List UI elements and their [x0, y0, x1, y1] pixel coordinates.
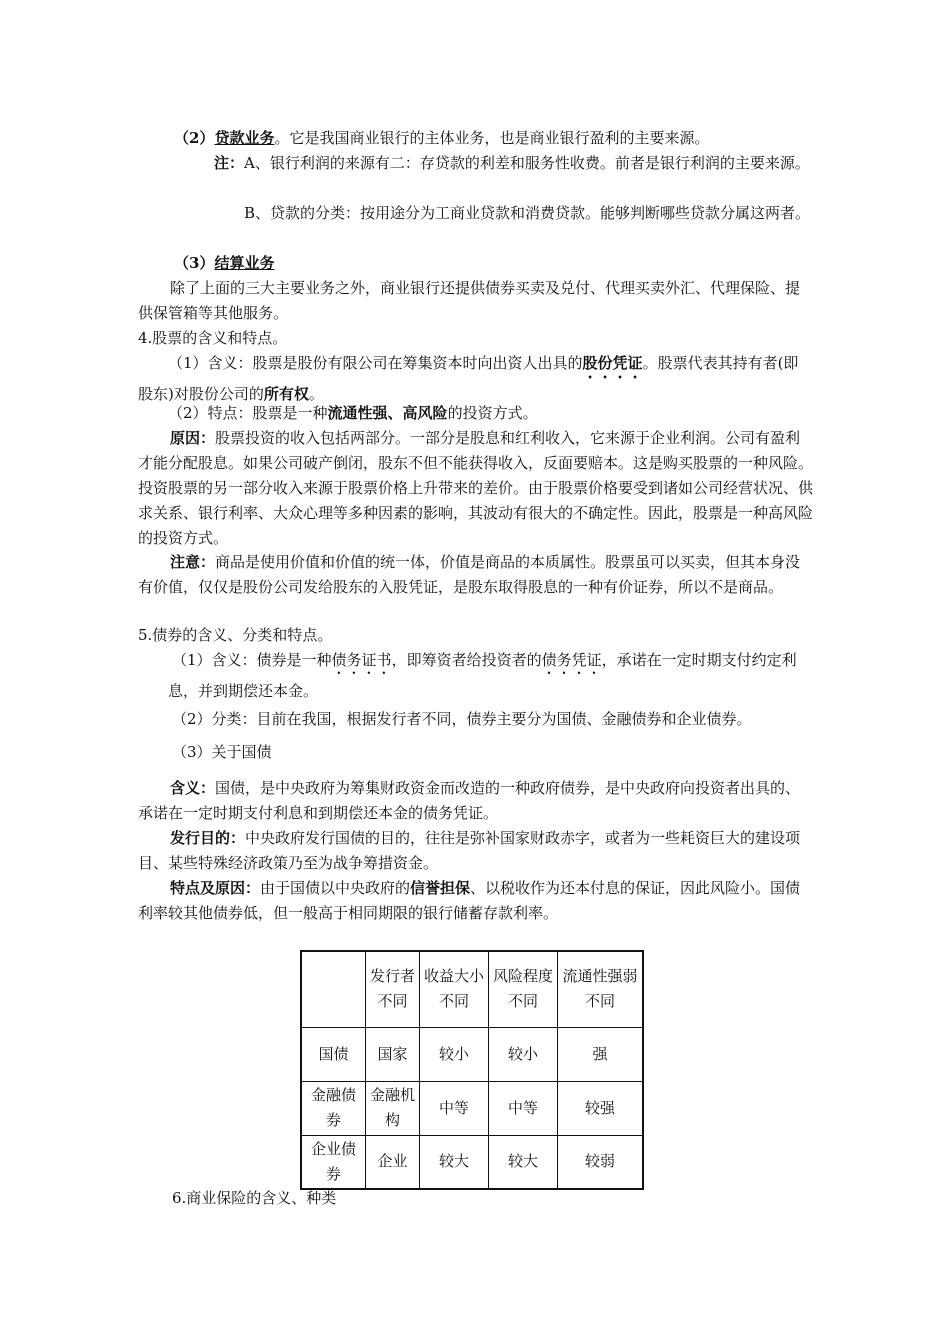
table-cell: 金融债券 [301, 1081, 366, 1135]
credit-guarantee-term: 信誉担保 [410, 879, 471, 897]
table-cell: 国债 [301, 1027, 366, 1081]
settlement-title: 结算业务 [214, 254, 275, 272]
stock-note: 注意：商品是使用价值和价值的统一体，价值是商品的本质属性。股票虽可以买卖，但其本身没有价值，仅仅是股份公司发给股东的入股凭证，是股东取得股息的一种有价证券，所以不是商品。 [138, 553, 801, 596]
government-bond-meaning: 含义：国债，是中央政府为筹集财政资金而改造的一种政府债券，是中央政府向投资者出具的、承诺在一定时期支付利息和到期偿还本金的债务凭证。 [138, 779, 801, 822]
insurance-heading: 6.商业保险的含义、种类 [172, 1189, 337, 1207]
table-row [301, 1081, 643, 1135]
ownership-term: 所有权 [263, 385, 309, 403]
table-cell: 强 [558, 1027, 644, 1081]
table-cell: 企业债券 [301, 1135, 366, 1189]
bond-heading: 5.债券的含义、分类和特点。 [138, 626, 333, 644]
stock-feature: （2）特点：股票是一种流通性强、高风险的投资方式。 [168, 404, 538, 422]
settlement-heading: （3）结算业务 [174, 254, 275, 272]
table-header-cell [301, 951, 366, 1027]
loan-note-a: 注：A、银行利润的来源有二：存贷款的利差和服务性收费。前者是银行利润的主要来源。 [214, 154, 810, 172]
bond-definition: （1）含义：债券是一种债务证书，即筹资者给投资者的债务凭证，承诺在一定时期支付约定利息，并到期偿还本金。 [168, 651, 797, 700]
stock-share-certificate-term: 股份凭证 [582, 354, 643, 372]
table-header-cell: 收益大小不同 [420, 951, 489, 1027]
table-header-cell: 发行者不同 [366, 951, 420, 1027]
table-row [301, 1027, 643, 1081]
table-row [301, 1135, 643, 1189]
table-cell: 较弱 [558, 1135, 644, 1189]
table-cell: 较强 [558, 1081, 644, 1135]
stock-feature-key: 流通性强、高风险 [327, 404, 448, 422]
stock-heading: 4.股票的含义和特点。 [138, 329, 288, 347]
loan-note-b: B、贷款的分类：按用途分为工商业贷款和消费贷款。能够判断哪些贷款分属这两者。 [244, 204, 811, 222]
loan-business-paragraph: （2）贷款业务。它是我国商业银行的主体业务，也是商业银行盈利的主要来源。 [174, 129, 710, 147]
table-cell: 较小 [489, 1027, 558, 1081]
table-cell: 中等 [489, 1081, 558, 1135]
table-header-cell: 风险程度不同 [489, 951, 558, 1027]
stock-reason: 原因：股票投资的收入包括两部分。一部分是股息和红利收入，它来源于企业利润。公司有盈利才能分配股息。如果公司破产倒闭，股东不但不能获得收入，反面要赔本。这是购买股票的一种风险。投资股票的另一部分收入来源于股票价格上升带来的差价。由于股票价格要受到诸如公司经营状况、供求关系、银行利率、大众心理等多种因素的影响，其波动有很大的不确定性。因此，股票是一种高风险的投资方式。 [138, 429, 814, 547]
table-cell: 较大 [420, 1135, 489, 1189]
government-bond-purpose: 发行目的：中央政府发行国债的目的，往往是弥补国家财政赤字，或者为一些耗资巨大的建设项目、某些特殊经济政策乃至为战争筹措资金。 [138, 829, 801, 872]
stock-definition: （1）含义：股票是股份有限公司在筹集资本时向出资人出具的股份凭证。股票代表其持有者(即股东)对股份公司的所有权。 [138, 354, 799, 403]
table-cell: 企业 [366, 1135, 420, 1189]
loan-business-title: 贷款业务 [214, 129, 275, 147]
table-cell: 较大 [489, 1135, 558, 1189]
government-bond-feature: 特点及原因：由于国债以中央政府的信誉担保、以税收作为还本付息的保证，因此风险小。国债利率较其他债券低，但一般高于相同期限的银行储蓄存款利率。 [138, 879, 801, 922]
table-header-row [301, 951, 643, 1027]
bond-classification: （2）分类：目前在我国，根据发行者不同，债券主要分为国债、金融债券和企业债券。 [172, 710, 752, 728]
other-services-paragraph: 除了上面的三大主要业务之外，商业银行还提供债券买卖及兑付、代理买卖外汇、代理保险、提供保管箱等其他服务。 [138, 279, 801, 322]
table-header-cell: 流通性强弱不同 [558, 951, 644, 1027]
debt-certificate-term: 债务证书 [331, 651, 392, 669]
table-cell: 中等 [420, 1081, 489, 1135]
bond-comparison-table [300, 950, 644, 1190]
debt-voucher-term: 债务凭证 [541, 651, 602, 669]
table-cell: 国家 [366, 1027, 420, 1081]
table-cell: 较小 [420, 1027, 489, 1081]
table-cell: 金融机构 [366, 1081, 420, 1135]
government-bond-heading: （3）关于国债 [172, 743, 272, 761]
